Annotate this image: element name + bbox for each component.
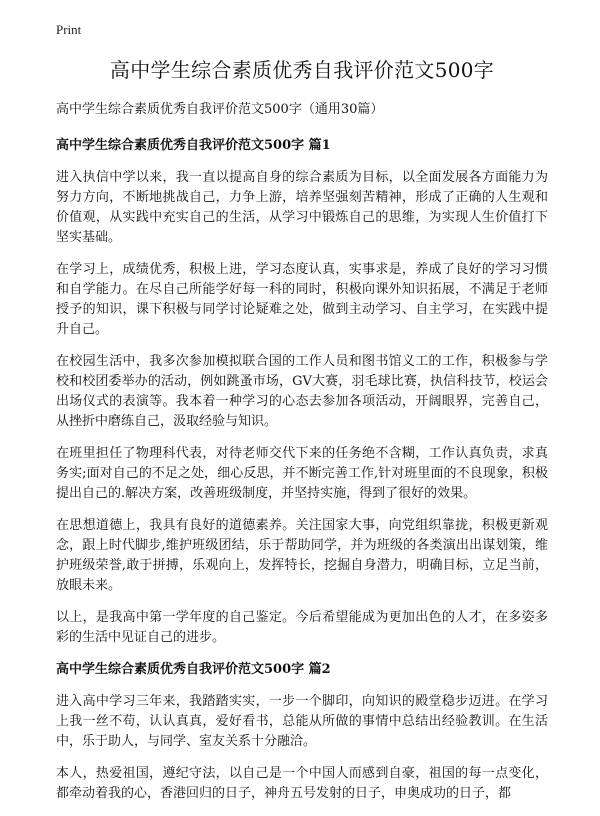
document-subtitle: 高中学生综合素质优秀自我评价范文500字（通用30篇） — [56, 102, 384, 117]
print-link[interactable]: Print — [56, 22, 82, 37]
paragraph: 在班里担任了物理科代表，对待老师交代下来的任务绝不含糊，工作认真负责，求真务实;面对自己的不足之处，细心反思，并不断完善工作,针对班里面的不良现象，积极提出自己的.解决方案，改善班级制度，并坚持实施，得到了很好的效果。 — [56, 446, 548, 501]
paragraph: 本人，热爱祖国，遵纪守法，以自己是一个中国人而感到自豪，祖国的每一点变化，都牵动着我的心，香港回归的日子，神舟五号发射的日子，申奥成功的日子，都 — [56, 766, 548, 801]
paragraph: 在思想道德上，我具有良好的道德素养。关注国家大事，向党组织靠拢，积极更新观念，跟上时代脚步,维护班级团结，乐于帮助同学，并为班级的各类演出出谋划策，维护班级荣誉,敢于拼搏，乐观向上，发挥特长，挖掘自身潜力，明确目标，立足当前，放眼未来。 — [56, 518, 548, 593]
document-page — [56, 50, 548, 816]
paragraph: 进入执信中学以来，我一直以提高自身的综合素质为目标，以全面发展各方面能力为努力方向，不断地挑战自己，力争上游，培养坚强刻苦精神，形成了正确的人生观和价值观，从实践中充实自己的生活，从学习中锻炼自己的思维，为实现人生价值打下坚实基础。 — [56, 170, 548, 245]
section-heading-1: 高中学生综合素质优秀自我评价范文500字 篇1 — [56, 138, 331, 153]
paragraph: 进入高中学习三年来，我踏踏实实，一步一个脚印，向知识的殿堂稳步迈进。在学习上我一丝不苟，认认真真，爱好看书，总能从所做的事情中总结出经验教训。在生活中，乐于助人，与同学、室友关系十分融洽。 — [56, 694, 548, 749]
page-title: 高中学生综合素质优秀自我评价范文500字 — [109, 58, 495, 82]
paragraph: 以上，是我高中第一学年度的自己鉴定。今后希望能成为更加出色的人才，在多姿多彩的生活中见证自己的进步。 — [56, 610, 548, 645]
paragraph: 在学习上，成绩优秀，积极上进，学习态度认真，实事求是，养成了良好的学习习惯和自学能力。在尽自己所能学好每一科的同时，积极向课外知识拓展，不满足于老师授予的知识，课下积极与同学讨论疑难之处，做到主动学习、自主学习，在实践中提升自己。 — [56, 262, 548, 337]
paragraph: 在校园生活中，我多次参加模拟联合国的工作人员和图书馆义工的工作，积极参与学校和校团委举办的活动，例如跳蚤市场，GV大赛，羽毛球比赛，执信科技节，校运会出场仪式的表演等。我本着一种学习的心态去参加各项活动，开阔眼界，完善自己，从挫折中磨练自己，汲取经验与知识。 — [56, 354, 548, 429]
section-heading-2: 高中学生综合素质优秀自我评价范文500字 篇2 — [56, 662, 331, 677]
